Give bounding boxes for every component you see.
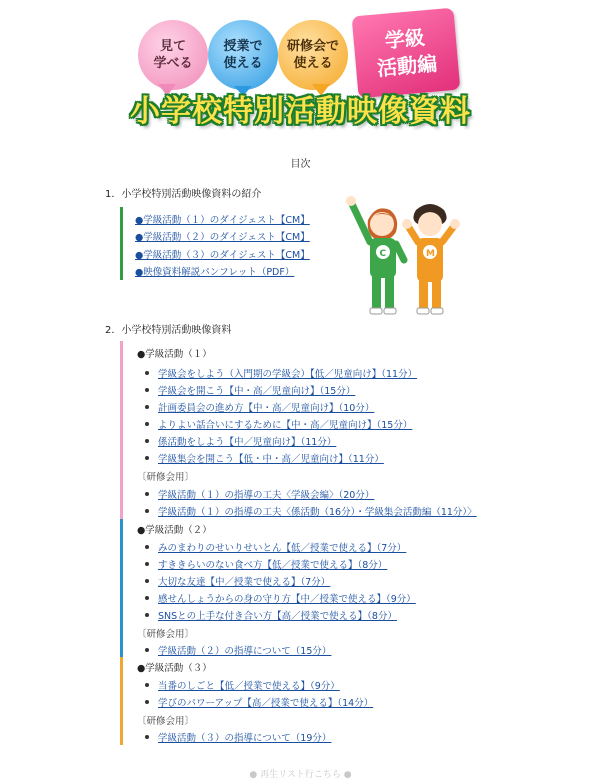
bullet-dot: [145, 648, 149, 652]
section-heading-intro: 1．小学校特別活動映像資料の紹介: [105, 189, 262, 200]
group-class-activity-1: [120, 341, 523, 519]
list-item: [145, 678, 340, 692]
bullet-dot: [145, 405, 149, 409]
link-digest-2[interactable]: ●学級活動（２）のダイジェスト【CM】: [135, 232, 310, 243]
bullet-dot: [145, 456, 149, 460]
bullet-dot: [145, 562, 149, 566]
video-link[interactable]: 学級会を開こう【中・高／児童向け】（15分）: [158, 386, 356, 397]
bubble-text: 学べる: [153, 56, 193, 71]
main-title: 小学校特別活動映像資料: [130, 94, 471, 129]
header-banner: [0, 0, 601, 150]
training-video-link[interactable]: 学級活動（２）の指導について（15分）: [158, 646, 332, 657]
boy-character: [402, 204, 460, 314]
list-item: [145, 504, 477, 518]
bubble-text: 見て: [159, 39, 186, 54]
group-title: ●学級活動（２）: [137, 525, 212, 536]
link-pamphlet-pdf[interactable]: ●映像資料解説パンフレット（PDF）: [135, 267, 295, 278]
group-title: ●学級活動（３）: [137, 663, 212, 674]
svg-text:M: M: [426, 249, 435, 259]
video-link[interactable]: 計画委員会の進め方【中・高／児童向け】（10分）: [158, 403, 375, 414]
bullet-dot: [145, 509, 149, 513]
video-link[interactable]: みのまわりのせいりせいとん【低／授業で使える】（7分）: [158, 543, 407, 554]
playlist-link[interactable]: ● 再生リスト行こちら ●: [249, 770, 352, 780]
bubble-usable-in-class: [208, 20, 278, 90]
bullet-dot: [145, 683, 149, 687]
training-label: 〔研修会用〕: [137, 716, 195, 727]
list-item: [145, 487, 374, 501]
bullet-dot: [145, 545, 149, 549]
bubble-learn-by-watching: [138, 20, 208, 90]
video-link[interactable]: 大切な友達【中／授業で使える】（7分）: [158, 577, 331, 588]
list-item: [145, 695, 373, 709]
training-video-link[interactable]: 学級活動（１）の指導の工夫〈係活動（16分）・学級集会活動編（11分）〉: [158, 507, 477, 518]
list-item: [145, 730, 331, 744]
list-item: [145, 574, 330, 588]
bullet-dot: [145, 579, 149, 583]
training-video-link[interactable]: 学級活動（１）の指導の工夫〈学級会編〉（20分）: [158, 490, 375, 501]
video-link[interactable]: 学級集会を開こう【低・中・高／児童向け】（11分）: [158, 454, 384, 465]
intro-links-box: [120, 207, 328, 280]
bullet-dot: [145, 492, 149, 496]
bullet-dot: [145, 700, 149, 704]
link-digest-1[interactable]: ●学級活動（１）のダイジェスト【CM】: [135, 215, 310, 226]
training-video-link[interactable]: 学級活動（３）の指導について（19分）: [158, 733, 332, 744]
video-link[interactable]: 学級会をしよう（入門期の学級会）【低／児童向け】（11分）: [158, 369, 418, 380]
svg-text:C: C: [379, 249, 387, 259]
section-heading-materials: 2．小学校特別活動映像資料: [105, 325, 232, 336]
list-item: [145, 608, 397, 622]
bullet-dot: [145, 422, 149, 426]
video-link[interactable]: 係活動をしよう【中／児童向け】（11分）: [158, 437, 337, 448]
list-item: [145, 434, 336, 448]
bullet-dot: [145, 735, 149, 739]
bullet-dot: [145, 439, 149, 443]
link-digest-3[interactable]: ●学級活動（３）のダイジェスト【CM】: [135, 250, 310, 261]
group-title: ●学級活動（１）: [137, 349, 212, 360]
bubble-text: 授業で: [223, 39, 263, 54]
bubble-text: 研修会で: [286, 39, 339, 54]
class-activities-badge: [352, 8, 461, 99]
mascot-characters-illustration: [338, 180, 468, 320]
training-label: 〔研修会用〕: [137, 629, 195, 640]
badge-text: 活動編: [376, 51, 439, 81]
video-link[interactable]: 学びのパワーアップ【高／授業で使える】（14分）: [158, 698, 374, 709]
training-label: 〔研修会用〕: [137, 472, 195, 483]
video-link[interactable]: よりよい話合いにするために【中・高／児童向け】（15分）: [158, 420, 413, 431]
list-item: [145, 591, 416, 605]
video-link[interactable]: SNSとの上手な付き合い方【高／授業で使える】（8分）: [158, 611, 397, 622]
list-item: [145, 643, 331, 657]
bubble-text: 使える: [223, 56, 263, 71]
bubble-usable-in-training: [278, 20, 348, 90]
badge-text: 学級: [383, 25, 426, 53]
list-item: [145, 400, 374, 414]
list-item: [145, 366, 417, 380]
list-item: [145, 383, 355, 397]
group-class-activity-3: [120, 657, 523, 745]
bubble-text: 使える: [293, 56, 333, 71]
group-class-activity-2: [120, 519, 523, 657]
list-item: [145, 451, 384, 465]
girl-character: [346, 196, 404, 314]
video-link[interactable]: 当番のしごと【低／授業で使える】（9分）: [158, 681, 340, 692]
bullet-dot: [145, 596, 149, 600]
toc-title: 目次: [290, 159, 311, 170]
bullet-dot: [145, 371, 149, 375]
list-item: [145, 557, 387, 571]
video-link[interactable]: 感せんしょうからの身の守り方【中／授業で使える】（9分）: [158, 594, 416, 605]
video-link[interactable]: すききらいのない食べ方【低／授業で使える】（8分）: [158, 560, 388, 571]
bullet-dot: [145, 613, 149, 617]
list-item: [145, 417, 412, 431]
list-item: [145, 540, 406, 554]
bullet-dot: [145, 388, 149, 392]
